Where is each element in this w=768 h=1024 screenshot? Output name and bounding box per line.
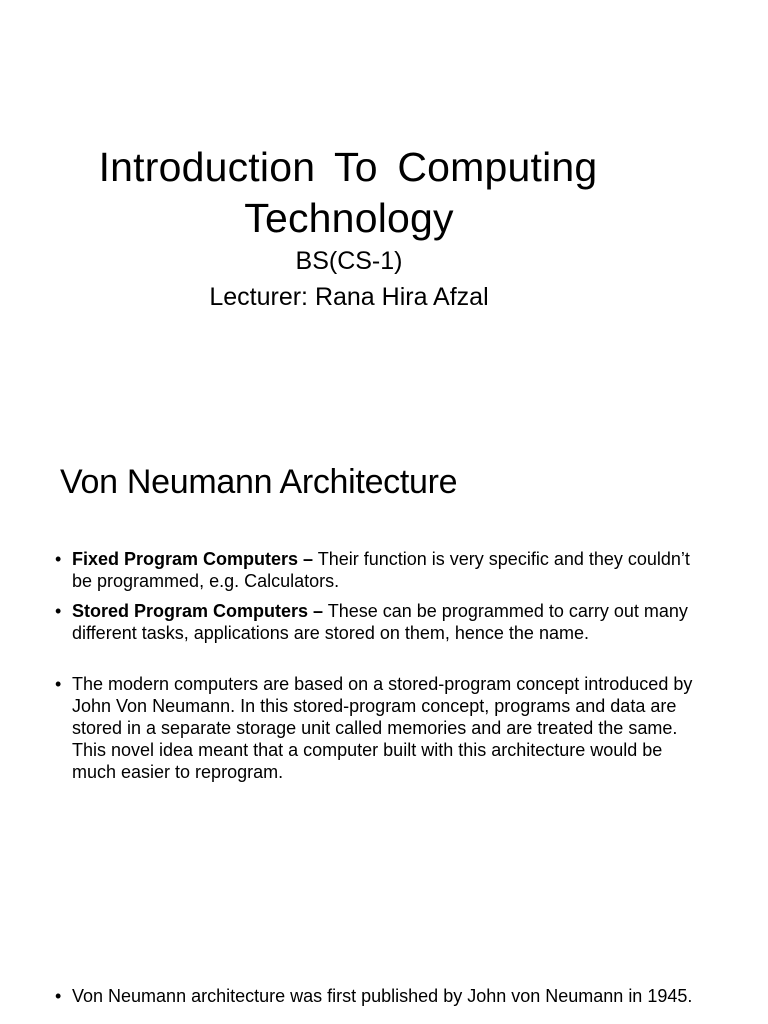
title-slide xyxy=(0,0,768,420)
bullet-icon: • xyxy=(55,601,62,621)
slide-title-line-1: Introduction To Computing xyxy=(98,144,598,190)
bullet-icon: • xyxy=(55,986,62,1006)
bullet-text xyxy=(72,548,710,592)
bullet-item xyxy=(55,673,710,783)
bullet-description: The modern computers are based on a stored-program concept introduced by John Von Neumann. In this stored-program concept, programs and data are stored in a separate storage unit called memories and are treated the same. This novel idea meant that a computer built with this architecture would be much easier to reprogram. xyxy=(72,674,693,782)
lecturer-name: Lecturer: Rana Hira Afzal xyxy=(209,283,489,311)
bullet-text xyxy=(72,985,710,1007)
slide-title-line-2: Technology xyxy=(244,195,454,241)
bullet-item xyxy=(55,600,710,644)
bullet-icon: • xyxy=(55,549,62,569)
bullet-description: Their function is very specific and they couldn’t be programmed, e.g. Calculators. xyxy=(72,549,690,591)
bullet-term: Stored Program Computers – xyxy=(72,601,324,621)
bullet-item xyxy=(55,985,710,1007)
content-slide xyxy=(0,420,768,1024)
course-code: BS(CS-1) xyxy=(295,247,403,275)
bullet-icon: • xyxy=(55,674,62,694)
bullet-term: Fixed Program Computers – xyxy=(72,549,314,569)
bullet-description: Von Neumann architecture was first published by John von Neumann in 1945. xyxy=(72,986,693,1006)
slide-heading: Von Neumann Architecture xyxy=(60,463,458,501)
bullet-item xyxy=(55,548,710,592)
bullet-description: These can be programmed to carry out many different tasks, applications are stored on them, hence the name. xyxy=(72,601,688,643)
bullet-text xyxy=(72,673,710,783)
bullet-text xyxy=(72,600,710,644)
